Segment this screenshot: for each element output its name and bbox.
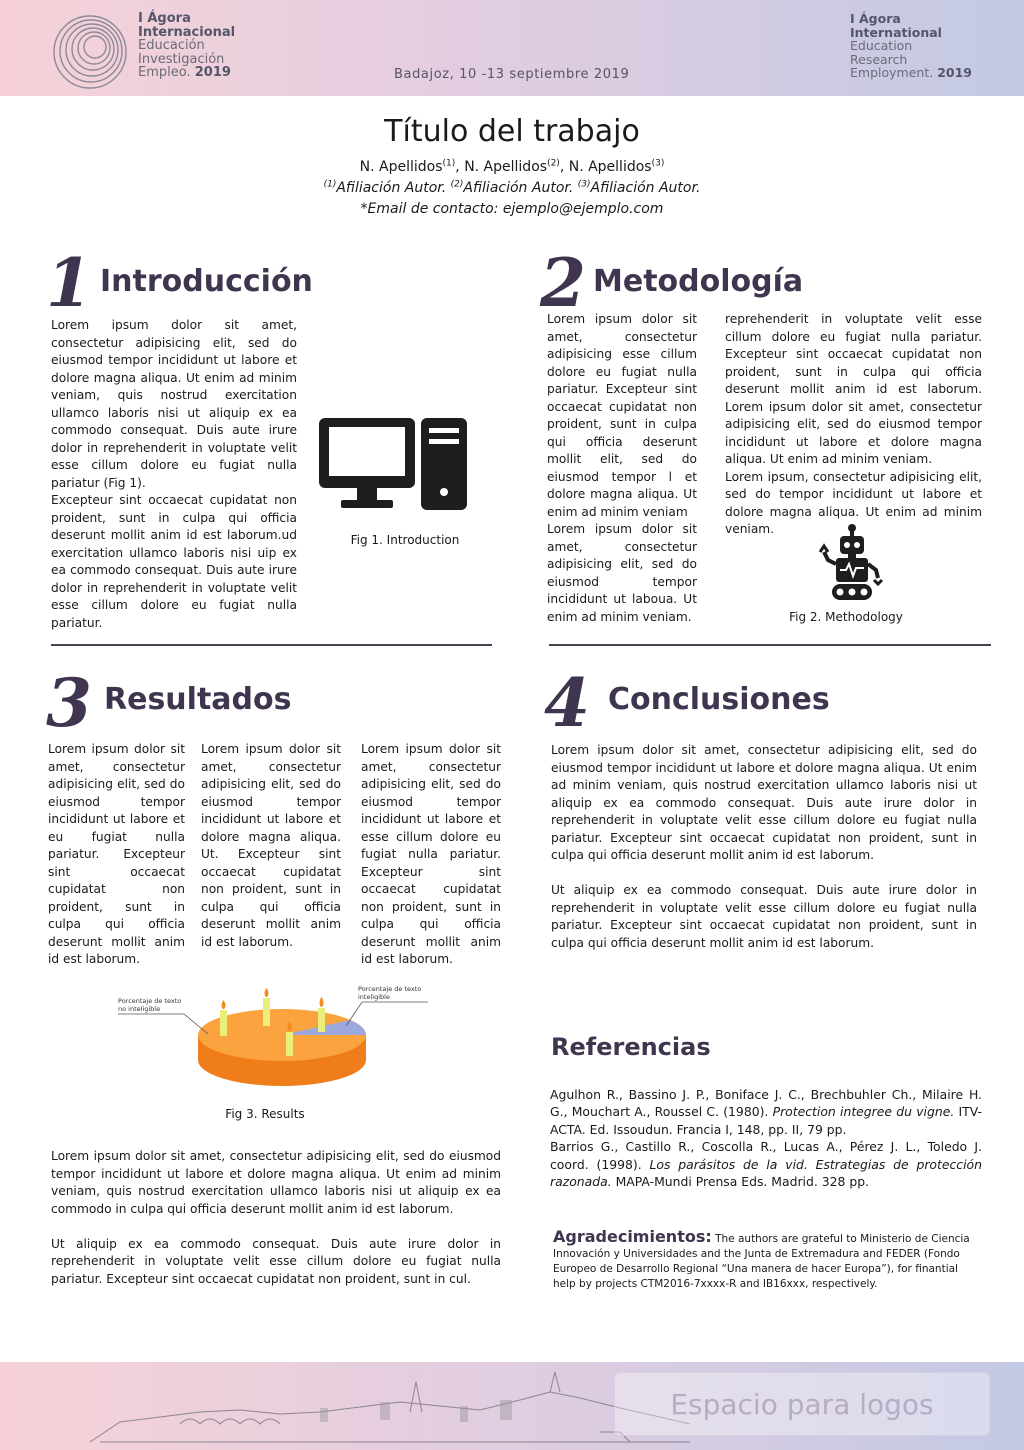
acknowledgements-title: Agradecimientos: — [553, 1227, 712, 1246]
method-text-col2 — [725, 311, 982, 539]
candle-icon — [220, 1000, 227, 1036]
author-name: N. Apellidos — [359, 159, 443, 175]
affil-mark: (2) — [450, 179, 464, 190]
section-number: 2 — [540, 244, 582, 322]
affiliations — [0, 178, 1024, 199]
paragraph: Lorem ipsum dolor sit amet, consectetur adipisicing elit, sed do eiusmod tempor incididunt ut laboua. Ut enim ad minim veniam. — [547, 522, 697, 624]
author-mark: (2) — [547, 158, 560, 169]
logo-year: 2019 — [937, 65, 972, 80]
chart-label: Porcentaje de texto — [358, 985, 422, 993]
affiliation: Afiliación Autor. — [463, 180, 574, 196]
affil-mark: (3) — [577, 179, 591, 190]
results-text-col2 — [201, 741, 341, 951]
author-list: N. Apellidos$^{(1)}$, N. Apellidos$^{(2)}$, N. Apellidos$^{(3)}$ — [359, 158, 665, 175]
paragraph: Ut aliquip ex ea commodo consequat. Duis aute irure dolor in reprehenderit in voluptate velit esse cillum dolore eu fugiat nulla pariatur. Excepteur sint occaecat cupidatat non proident, sunt in cul. — [51, 1236, 501, 1286]
chart-label: inteligible — [358, 993, 390, 1001]
reference-item: Barrios G., Castillo R., Coscolla R., Lucas A., Pérez J. L., Toledo J. coord. (1998). Los parásitos de la vid. Estrategias de protección razonada. MAPA-Mundi Prensa Eds. Madrid. 328 pp. — [550, 1139, 982, 1190]
section-divider — [51, 644, 492, 646]
paragraph: Lorem ipsum dolor sit amet, consectetur adipisicing elit, sed do eiusmod tempor incididunt ut labore et esse cillum dolore eu fugiat nulla pariatur. Excepteur sint occaecat cupidatat non proident, sunt in culpa qui officia deserunt mollit anim id est laborum. — [361, 742, 501, 966]
affiliation: Afiliación Autor. — [590, 180, 701, 196]
header-banner — [0, 0, 1024, 96]
paragraph: Lorem ipsum dolor sit amet, consectetur adipisicing esse cillum dolore eu fugiat nulla pariatur. Excepteur sint occaecat cupidatat non proident, sunt in culpa qui officia deserunt mollit elit, sed do eiusmod tempor l et dolore magna aliqua. Ut enim ad minim veniam — [547, 312, 697, 519]
contact-email: *Email de contacto: ejemplo@ejemplo.com — [360, 201, 664, 217]
section-title-conclusions: Conclusiones — [608, 682, 830, 717]
affil-mark: (1) — [323, 179, 337, 190]
logo-line: Internacional — [138, 24, 236, 40]
author-mark: (3) — [651, 158, 665, 169]
logo-line: Educación — [138, 38, 205, 53]
method-text-col1 — [547, 311, 697, 626]
author-name: N. Apellidos — [464, 159, 548, 175]
results-pie-figure — [112, 980, 432, 1090]
paper-title: Título del trabajo — [384, 114, 640, 149]
author-mark: (1) — [442, 158, 456, 169]
logo-text-en — [850, 12, 972, 80]
section-title-method: Metodología — [593, 264, 804, 299]
references-list — [550, 1086, 982, 1190]
city-skyline-icon — [80, 1362, 700, 1450]
computer-icon — [317, 416, 469, 512]
conclusions-text — [551, 742, 977, 952]
section-number: 1 — [46, 244, 88, 322]
section-number: 4 — [544, 664, 586, 742]
reference-item: Agulhon R., Bassino J. P., Boniface J. C., Brechbuhler Ch., Milaire H. G., Mouchart A., Roussel C. (1980). Protection integree du vigne. ITV-ACTA. Ed. Issoudun. Francia I, 148, pp. II, 79 pp. — [550, 1087, 982, 1137]
chart-label: Porcentaje de texto — [118, 997, 182, 1005]
paragraph: Excepteur sint occaecat cupidatat non proident, sunt in culpa qui officia deserunt mollit anim id est laborum.ud exercitation ullamco laboris nisi uip ex ea commodo consequat. Duis aute irure dolor in reprehenderit in voluptate velit esse cillum dolore eu fugiat nulla pariatur. — [51, 493, 297, 630]
affiliation: Afiliación Autor. — [336, 180, 447, 196]
paragraph: Lorem ipsum dolor sit amet, consectetur adipisicing elit, sed do eiusmod tempor incididunt ut labore et dolore magna aliqua. Ut enim ad minim veniam, quis nostrud exercitation ullamco laboris nisi ut aliquip ex ea commodo consequat. Duis aute irure dolor in reprehenderit in voluptate velit esse cillum dolore eu fugiat nulla pariatur. Excepteur sint occaecat cupidatat non proident, sunt in culpa qui officia deserunt mollit anim id est laborum. — [551, 743, 977, 862]
logo-text-es — [138, 12, 235, 80]
candle-icon — [263, 988, 270, 1026]
paragraph: Lorem ipsum dolor sit amet, consectetur adipisicing elit, sed do eiusmod tempor incididunt ut labore et dolore magna aliqua. Ut enim ad minim veniam, quis nostrud exercitation ullamco laboris nisi ut aliquip ex ea commodo consequat. Duis aute irure dolor in reprehenderit in voluptate velit esse cillum dolore eu fugiat nulla pariatur (Fig 1). — [51, 318, 297, 490]
author-name: N. Apellidos — [568, 159, 652, 175]
paragraph: Lorem ipsum dolor sit amet, consectetur adipisicing elit, sed do eiusmod tempor incididunt ut labore et dolore magna aliqua. Ut enim ad minim veniam, quis nostrud exercitation ullamco laboris nisi ut aliquip ex ea commodo in culpa qui officia deserunt mollit anim id est laborum. — [51, 1149, 501, 1216]
logo-line: Education — [850, 38, 913, 53]
results-text-col1 — [48, 741, 185, 969]
section-divider — [549, 644, 991, 646]
logo-year: 2019 — [194, 65, 231, 80]
results-text-col3 — [361, 741, 501, 969]
candle-icon — [318, 997, 325, 1032]
results-bottom-text — [51, 1148, 501, 1288]
figure-caption: Fig 3. Results — [225, 1107, 305, 1121]
section-number: 3 — [46, 664, 88, 742]
paragraph: Lorem ipsum dolor sit amet, consectetur adipisicing elit, sed do eiusmod tempor incididunt ut labore et eu fugiat nulla pariatur. Excepteur sint occaecat cupidatat non proident, sunt in culpa qui officia deserunt mollit anim id est laborum. — [48, 742, 185, 966]
section-title-results: Resultados — [104, 682, 292, 717]
paragraph: Lorem ipsum, consectetur adipisicing elit, sed do tempor incididunt ut labore et dolore magna aliqua. Ut enim ad minim veniam. — [725, 469, 982, 536]
paragraph: Ut aliquip ex ea commodo consequat. Duis aute irure dolor in reprehenderit in voluptate velit esse cillum dolore eu fugiat nulla pariatur. Excepteur sint occaecat cupidatat non proident, sunt in culpa qui officia deserunt mollit anim id est laborum. — [551, 883, 977, 950]
agora-circles-logo-icon — [52, 14, 128, 90]
logo-line: Investigación — [138, 51, 225, 67]
chart-label: no inteligible — [118, 1005, 161, 1013]
robot-icon — [818, 522, 884, 604]
figure-caption: Fig 2. Methodology — [789, 610, 903, 624]
paragraph: reprehenderit in voluptate velit esse cillum dolore eu fugiat nulla pariatur. Excepteur sint occaecat cupidatat non proident, sunt in culpa qui officia deserunt mollit anim id est laborum. Lorem ipsum dolor sit amet, consectetur adipisicing elit, sed do eiusmod tempor incididunt ut labore et dolore magna aliqua. Ut enim ad minim veniam. — [725, 312, 982, 466]
intro-text — [51, 317, 297, 632]
acknowledgements — [553, 1229, 982, 1292]
logo-line: International — [850, 24, 942, 40]
logo-placeholder: Espacio para logos — [614, 1372, 990, 1436]
figure-caption: Fig 1. Introduction — [350, 533, 460, 547]
acknowledgements-text: The authors are grateful to Ministerio de Ciencia Innovación y Universidades and the Junta de Extremadura and FEDER (Fondo Europeo de Desarrollo Regional “Una manera de hacer Europa”), for finantial help by projects CTM2016-7xxxx-R and IB16xxx, respectively. — [553, 1233, 970, 1290]
paragraph: Lorem ipsum dolor sit amet, consectetur adipisicing elit, sed do eiusmod tempor incididunt ut labore et dolore magna aliqua. Ut. Excepteur sint occaecat cupidatat non proident, sunt in culpa qui officia deserunt mollit anim id est laborum. — [201, 742, 341, 949]
logo-line: Employment. — [850, 65, 934, 80]
conference-date: Badajoz, 10 -13 septiembre 2019 — [394, 67, 630, 82]
logo-line: I Ágora — [850, 11, 901, 26]
references-title: Referencias — [551, 1033, 711, 1061]
logo-line: Empleo. — [138, 65, 191, 80]
section-title-intro: Introducción — [100, 264, 313, 299]
logo-line: I Ágora — [138, 11, 191, 26]
title-block — [0, 112, 1024, 220]
logo-line: Research — [850, 51, 908, 67]
